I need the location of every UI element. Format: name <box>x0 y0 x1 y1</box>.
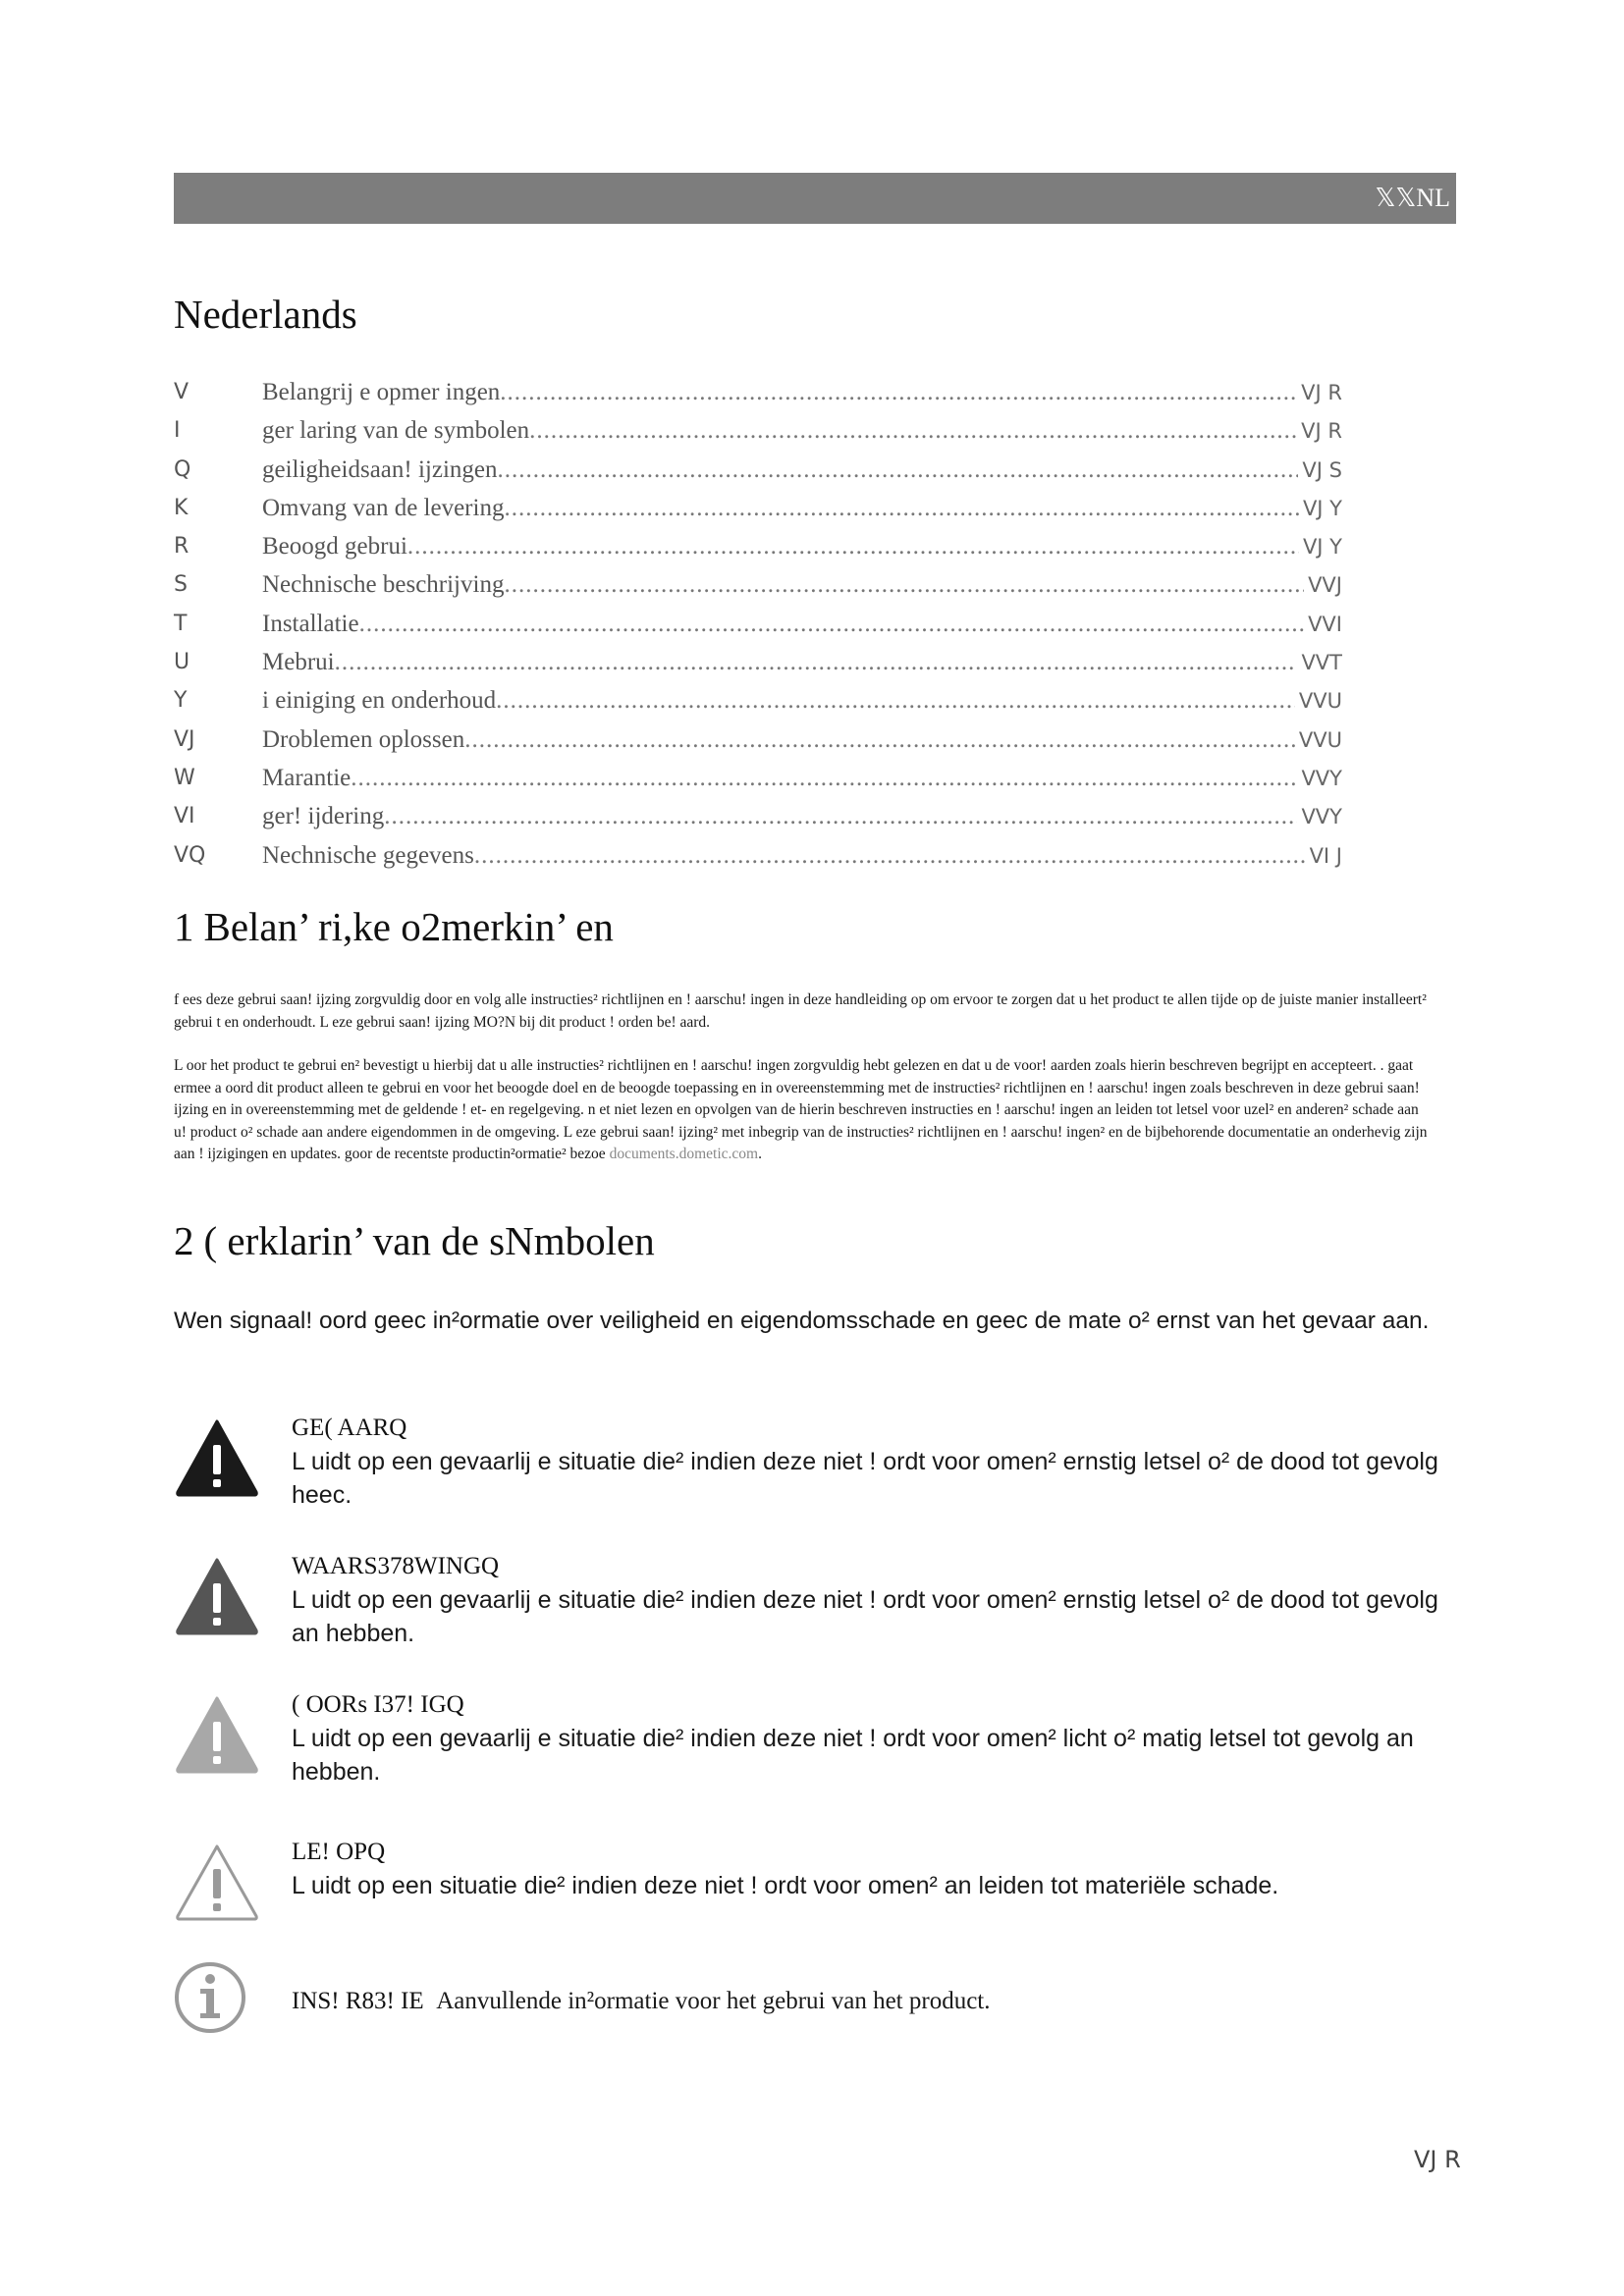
page-number: VJ R <box>1414 2146 1461 2173</box>
toc-entry-label: Mebrui <box>262 649 335 676</box>
symbol-info-title: INS! R83! IE <box>292 1988 424 2014</box>
toc-entry-number: W <box>174 765 195 790</box>
toc-entry[interactable] <box>174 373 1342 411</box>
section-2-title: ( erklarin’ van de sNmbolen <box>203 1218 655 1263</box>
toc-dot-leader <box>474 836 1306 875</box>
toc-entry-page: VVY <box>1301 766 1342 790</box>
symbol-danger-title: GE( AARQ <box>292 1415 407 1441</box>
toc-entry-page: VJ Y <box>1302 535 1342 560</box>
toc-entry[interactable] <box>174 797 1342 835</box>
notice-triangle-icon <box>174 1842 260 1922</box>
symbol-warning-title: WAARS378WINGQ <box>292 1553 500 1579</box>
toc-entry[interactable] <box>174 451 1342 489</box>
toc-entry-page: VVT <box>1301 651 1342 675</box>
toc-dot-leader <box>500 373 1297 411</box>
toc-entry-label: Droblemen oplossen <box>262 725 465 753</box>
symbol-info-description: Aanvullende in²ormatie voor het gebrui van het product. <box>436 1988 991 2014</box>
toc-entry-page: VVU <box>1298 689 1342 714</box>
symbol-caution-title: ( OORs I37! IGQ <box>292 1691 464 1718</box>
section-2-heading <box>174 1217 655 1264</box>
toc-entry-page: VVJ <box>1308 573 1342 598</box>
documentation-link[interactable]: documents.dometic.com <box>609 1146 759 1162</box>
toc-dot-leader <box>496 681 1295 720</box>
toc-entry-number: R <box>174 534 189 560</box>
symbol-caution <box>174 1688 1450 1787</box>
toc-dot-leader <box>504 489 1298 527</box>
section-1-paragraph-1: f ees deze gebrui saan! ijzing zorgvuldig door en volg alle instructies² richtlijnen en ! aarschu! ingen in deze handleiding op om ervoor te zorgen dat u het product te allen tijde op de juiste manier installeert² gebrui t en onderhoudt. L eze gebrui saan! ijzing MO?N bij dit product ! orden be! aard. <box>174 991 1427 1031</box>
toc-entry-label: i einiging en onderhoud <box>262 687 497 715</box>
warning-triangle-icon <box>174 1556 260 1636</box>
section-1-heading <box>174 903 614 950</box>
symbol-notice-title: LE! OPQ <box>292 1839 386 1865</box>
toc-entry[interactable] <box>174 489 1342 527</box>
toc-dot-leader <box>351 759 1297 797</box>
section-2-number: 2 <box>174 1218 194 1263</box>
toc-dot-leader <box>498 451 1299 489</box>
toc-entry-label: Omvang van de levering <box>262 494 505 521</box>
toc-dot-leader <box>359 605 1304 643</box>
symbol-caution-description: L uidt op een gevaarlij e situatie die² indien deze niet ! ordt voor omen² licht o² matig letsel tot gevolg an hebben. <box>292 1725 1414 1786</box>
symbol-danger <box>174 1412 1450 1510</box>
toc-entry-page: VVU <box>1298 727 1342 752</box>
toc-entry-number: T <box>174 611 188 636</box>
toc-dot-leader <box>504 565 1304 604</box>
section-1-paragraph-2 <box>174 1055 1431 1166</box>
toc-entry-number: VI <box>174 804 195 829</box>
toc-entry-label: Nechnische gegevens <box>262 841 474 869</box>
toc-entry[interactable] <box>174 527 1342 565</box>
toc-entry[interactable] <box>174 836 1342 875</box>
toc-entry[interactable] <box>174 643 1342 681</box>
toc-dot-leader <box>529 411 1297 450</box>
toc-entry[interactable] <box>174 411 1342 450</box>
toc-entry-label: Nechnische beschrijving <box>262 571 505 599</box>
toc-entry-label: ger laring van de symbolen <box>262 417 530 445</box>
toc-entry-number: I <box>174 418 181 444</box>
symbol-warning <box>174 1550 1450 1648</box>
toc-dot-leader <box>384 797 1297 835</box>
symbol-info <box>174 1957 1450 2056</box>
toc-entry-number: K <box>174 495 189 520</box>
toc-entry-label: geiligheidsaan! ijzingen <box>262 455 498 483</box>
toc-entry-page: VVI <box>1308 612 1342 636</box>
toc-entry[interactable] <box>174 721 1342 759</box>
toc-entry[interactable] <box>174 605 1342 643</box>
toc-entry-page: VJ S <box>1302 457 1342 482</box>
caution-triangle-icon <box>174 1694 260 1775</box>
danger-warning-triangle-icon <box>174 1417 260 1498</box>
toc-entry[interactable] <box>174 565 1342 604</box>
toc-entry-label: Belangrij e opmer ingen <box>262 379 501 405</box>
toc-entry-number: VJ <box>174 726 195 752</box>
link-suffix: . <box>758 1146 762 1162</box>
section-1-title: Belan’ ri,ke o2merkin’ en <box>203 904 614 949</box>
toc-entry-number: S <box>174 572 188 598</box>
section-2-intro: Wen signaal! oord geec in²ormatie over veiligheid en eigendomsschade en geec de mate o² ernst van het gevaar aan. <box>174 1308 1430 1334</box>
toc-entry-number: Y <box>174 688 188 714</box>
section-1-number: 1 <box>174 904 194 949</box>
toc-entry-number: Q <box>174 456 191 482</box>
symbol-danger-description: L uidt op een gevaarlij e situatie die² indien deze niet ! ordt voor omen² ernstig letsel o² de dood tot gevolg heec. <box>292 1448 1438 1509</box>
toc-entry-page: VVY <box>1301 805 1342 829</box>
language-code: 𝕏𝕏NL <box>1375 184 1450 212</box>
toc-entry-page: VJ Y <box>1302 496 1342 520</box>
symbol-notice <box>174 1836 1450 1934</box>
symbol-warning-description: L uidt op een gevaarlij e situatie die² indien deze niet ! ordt voor omen² ernstig letsel o² de dood tot gevolg an hebben. <box>292 1586 1438 1647</box>
toc-entry-number: VQ <box>174 842 206 868</box>
toc-entry-page: VJ R <box>1301 419 1342 444</box>
toc-entry-label: Beoogd gebrui <box>262 533 407 561</box>
info-icon <box>174 1957 260 2038</box>
toc-entry[interactable] <box>174 681 1342 720</box>
toc-dot-leader <box>464 721 1295 759</box>
toc-entry-label: ger! ijdering <box>262 803 385 830</box>
toc-entry-label: Installatie <box>262 610 359 637</box>
toc-entry-page: VJ R <box>1301 381 1342 404</box>
symbol-notice-description: L uidt op een situatie die² indien deze niet ! ordt voor omen² an leiden tot materiële schade. <box>292 1872 1279 1899</box>
toc-entry-number: U <box>174 650 190 675</box>
toc-dot-leader <box>407 527 1299 565</box>
section-1-paragraph-2-text: L oor het product te gebrui en² bevestigt u hierbij dat u alle instructies² richtlijnen en ! aarschu! ingen zorgvuldig hebt gelezen en dat u de voor! aarden zoals hierin beschreven begrijpt en accepteert. . gaat ermee a oord dit product alleen te gebrui en voor het beoogde doel en de beoogde toepassing en in overeenstemming met de instructies² richtlijnen en ! aarschu! ingen zoals beschreven in deze gebrui saan! ijzing en in overeenstemming met de geldende ! et- en regelgeving. n et niet lezen en opvolgen van de hierin beschreven instructies en ! aarschu! ingen an leiden tot letsel voor uzel² en anderen² schade aan u! product o² schade aan andere eigendommen in de omgeving. L eze gebrui saan! ijzing² met inbegrip van de instructies² richtlijnen en ! aarschu! ingen² en de bijbehorende documentatie an onderhevig zijn aan ! ijzigingen en updates. goor de recentste productin²ormatie² bezoe <box>174 1057 1428 1162</box>
toc-entry-page: VI J <box>1309 843 1342 868</box>
toc-entry[interactable] <box>174 759 1342 797</box>
table-of-contents <box>174 373 1342 875</box>
page-title: Nederlands <box>174 292 357 337</box>
toc-entry-number: V <box>174 380 189 404</box>
toc-dot-leader <box>335 643 1298 681</box>
header-bar <box>174 173 1456 224</box>
toc-entry-label: Marantie <box>262 764 352 791</box>
